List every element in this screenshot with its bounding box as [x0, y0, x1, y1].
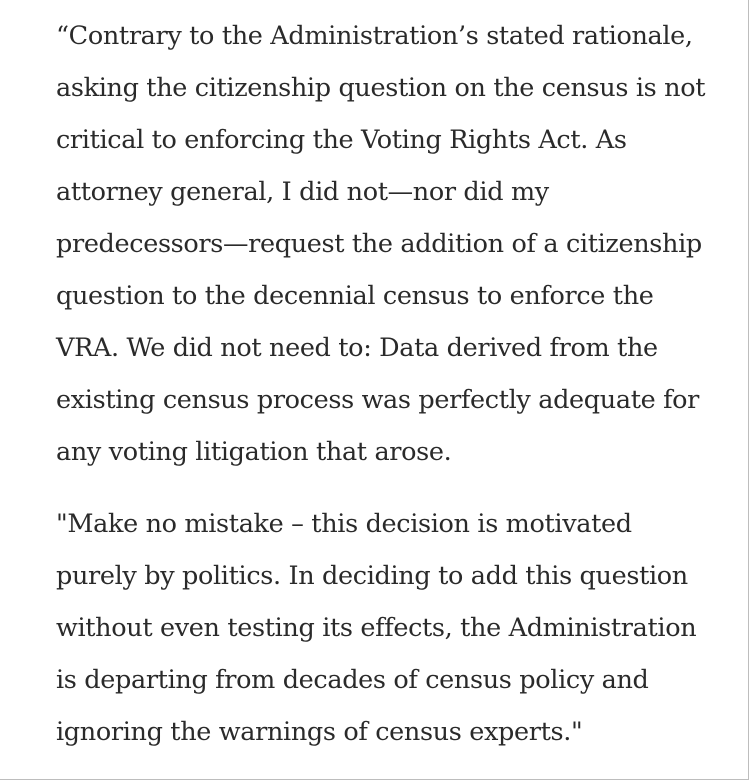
- text-line: critical to enforcing the Voting Rights Act. As: [56, 125, 627, 155]
- text-line: predecessors—request the addition of a citizenship: [56, 229, 702, 259]
- text-line: ignoring the warnings of census experts.": [56, 717, 583, 747]
- text-line: purely by politics. In deciding to add this question: [56, 561, 688, 591]
- text-line: question to the decennial census to enforce the: [56, 281, 654, 311]
- text-line: without even testing its effects, the Administration: [56, 613, 697, 643]
- quote-paragraph-1: [56, 10, 706, 478]
- text-line: VRA. We did not need to: Data derived from the: [56, 333, 658, 363]
- text-line: is departing from decades of census policy and: [56, 665, 649, 695]
- text-line: "Make no mistake – this decision is motivated: [56, 509, 632, 539]
- text-line: asking the citizenship question on the census is not: [56, 73, 706, 103]
- article-quote-body: [56, 10, 706, 758]
- text-line: “Contrary to the Administration’s stated rationale,: [56, 21, 693, 51]
- text-line: attorney general, I did not—nor did my: [56, 177, 549, 207]
- quote-paragraph-2: [56, 498, 706, 758]
- text-line: any voting litigation that arose.: [56, 437, 452, 467]
- text-line: existing census process was perfectly adequate for: [56, 385, 700, 415]
